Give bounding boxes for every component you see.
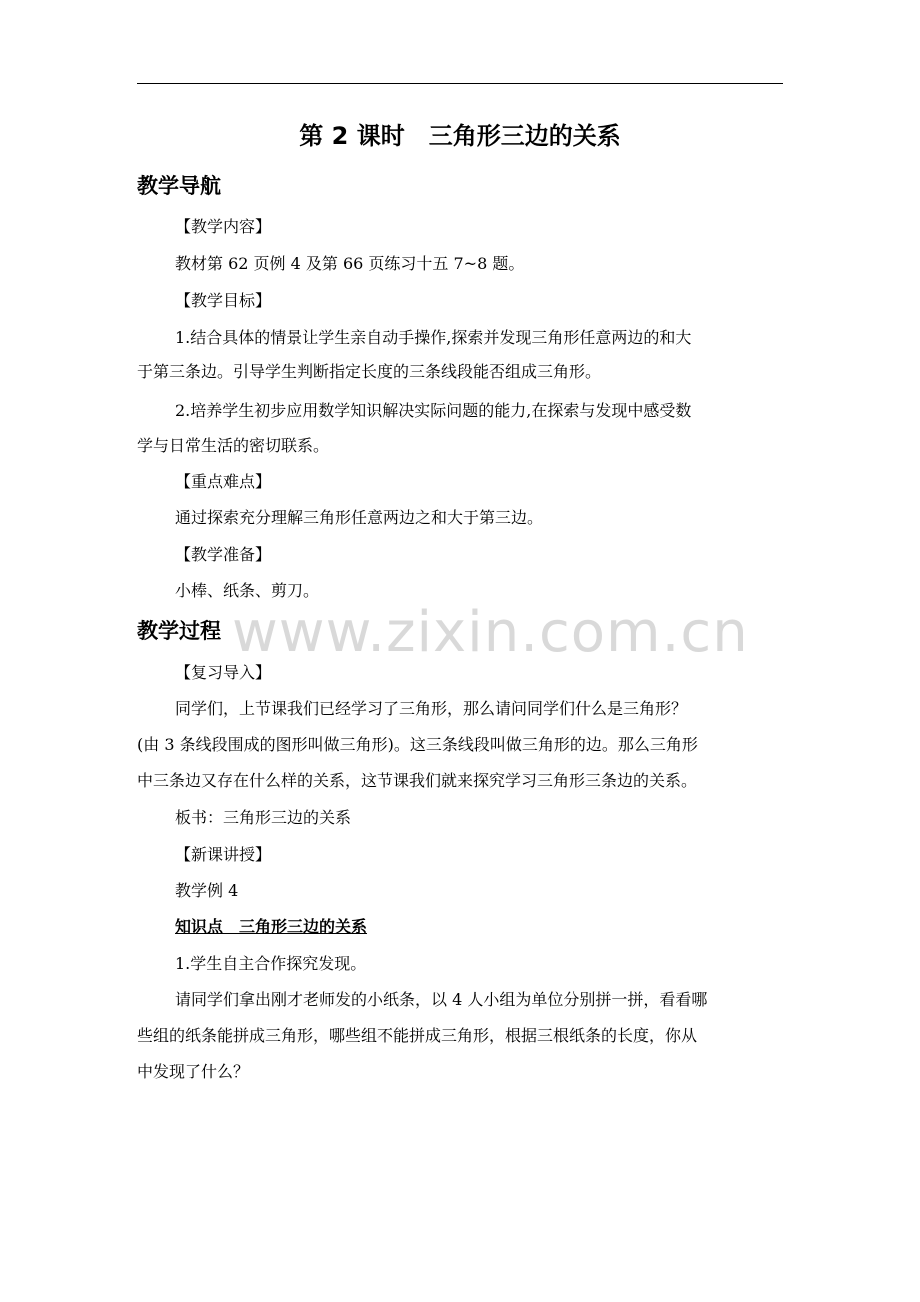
step1-text: 1.学生自主合作探究发现。 — [175, 954, 367, 973]
content-text: 教材第 62 页例 4 及第 66 页练习十五 7~8 题。 — [175, 254, 525, 273]
label-content: 【教学内容】 — [175, 217, 272, 236]
para-line1: 请同学们拿出刚才老师发的小纸条，以 4 人小组为单位分别拼一拼，看看哪 — [175, 990, 708, 1009]
goal1-line2: 于第三条边。引导学生判断指定长度的三条线段能否组成三角形。 — [137, 362, 602, 381]
goal2-line2: 学与日常生活的密切联系。 — [137, 436, 330, 455]
example-text: 教学例 4 — [175, 881, 239, 900]
section-heading-process: 教学过程 — [137, 619, 221, 643]
label-review: 【复习导入】 — [175, 663, 272, 682]
knowledge-point-heading: 知识点 三角形三边的关系 — [175, 917, 368, 936]
watermark: www.zixin.com.cn — [232, 600, 749, 665]
goal1-line1: 1.结合具体的情景让学生亲自动手操作,探索并发现三角形任意两边的和大 — [175, 328, 692, 347]
review-line3: 中三条边又存在什么样的关系，这节课我们就来探究学习三角形三条边的关系。 — [137, 771, 698, 790]
label-goals: 【教学目标】 — [175, 291, 272, 310]
key-text: 通过探索充分理解三角形任意两边之和大于第三边。 — [175, 508, 544, 527]
header-rule — [137, 83, 783, 84]
section-heading-nav: 教学导航 — [137, 174, 221, 198]
board-text: 板书：三角形三边的关系 — [175, 808, 352, 827]
knowledge-point-row — [137, 908, 783, 945]
prep-text: 小棒、纸条、剪刀。 — [175, 581, 320, 600]
label-new: 【新课讲授】 — [175, 845, 272, 864]
goal2-line1: 2.培养学生初步应用数学知识解决实际问题的能力,在探索与发现中感受数 — [175, 401, 692, 420]
label-key: 【重点难点】 — [175, 472, 272, 491]
page-title: 第 2 课时 三角形三边的关系 — [299, 122, 621, 150]
para-line2: 些组的纸条能拼成三角形，哪些组不能拼成三角形，根据三根纸条的长度，你从 — [137, 1026, 698, 1045]
review-line2: (由 3 条线段围成的图形叫做三角形)。这三条线段叫做三角形的边。那么三角形 — [137, 735, 698, 754]
para-line3: 中发现了什么？ — [137, 1062, 250, 1081]
label-prep: 【教学准备】 — [175, 545, 272, 564]
review-line1: 同学们，上节课我们已经学习了三角形，那么请问同学们什么是三角形？ — [175, 699, 688, 718]
